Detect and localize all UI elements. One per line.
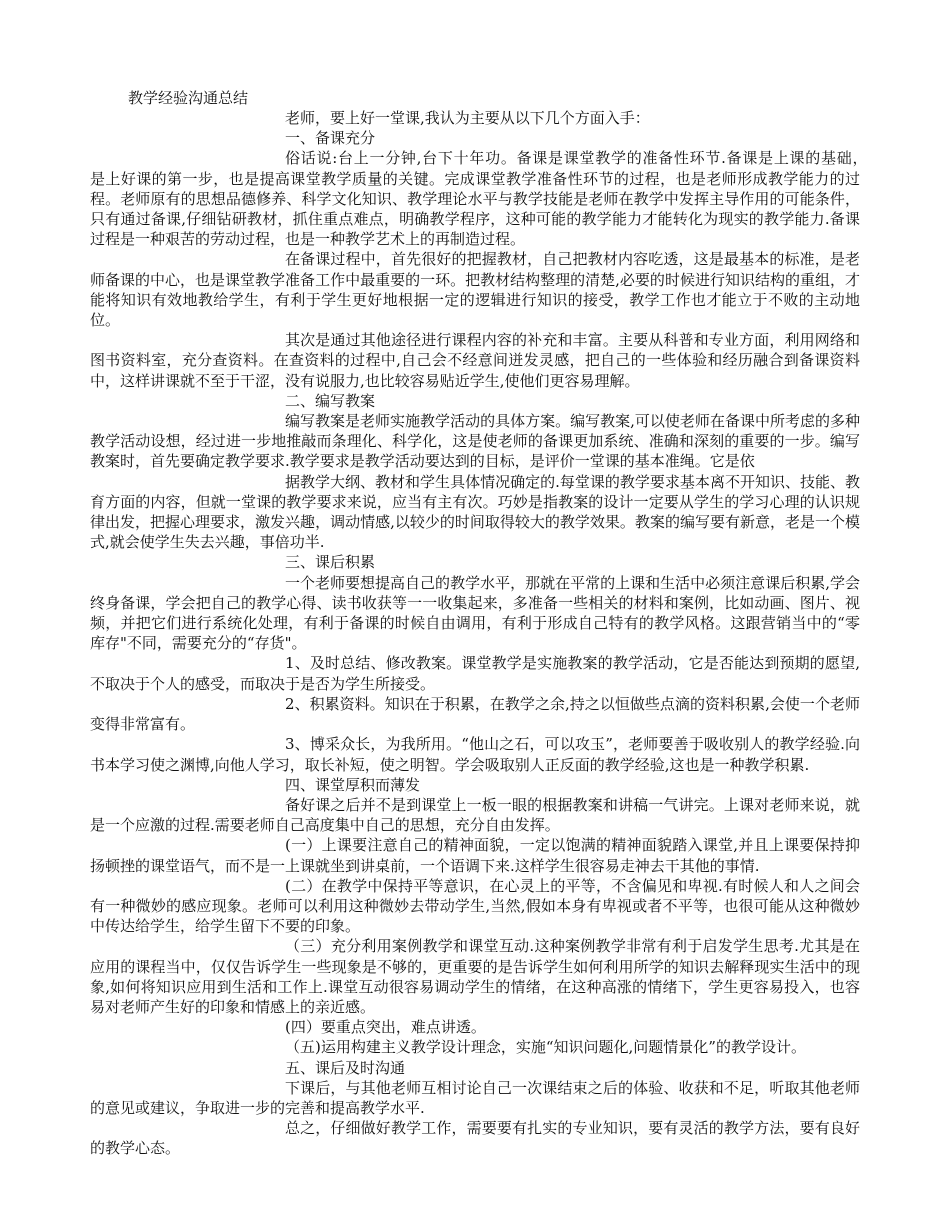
- document-title: 教学经验沟通总结: [128, 89, 249, 107]
- paragraph: 在备课过程中，首先很好的把握教材，自己把教材内容吃透，这是最基本的标准，是老师备课的中心，也是课堂教学准备工作中最重要的一环。把教材结构整理的清楚,必要的时候进行知识结构的重组，才能将知识有效地教给学生，有利于学生更好地根据一定的逻辑进行知识的接受，教学工作也才能立于不败的主动地位。: [90, 250, 860, 330]
- paragraph-conclusion: 总之，仔细做好教学工作，需要要有扎实的专业知识，要有灵活的教学方法，要有良好的教学心态。: [90, 1119, 860, 1158]
- list-item: 2、积累资料。知识在于积累，在教学之余,持之以恒做些点滴的资料积累,会使一个老师变得非常富有。: [90, 694, 860, 734]
- paragraph: 俗话说:台上一分钟,台下十年功。备课是课堂教学的准备性环节.备课是上课的基础， 是上好课的第一步，也是提高课堂教学质量的关键。完成课堂教学准备性环节的过程，也是老师形成教学能力的过程。老师原有的思想品德修养、科学文化知识、教学理论水平与教学技能是老师在教学中发挥主导作用的可能条件，只有通过备课,仔细钻研教材，抓住重点难点，明确教学程序，这种可能的教学能力才能转化为现实的教学能力.备课过程是一种艰苦的劳动过程，也是一种教学艺术上的再制造过程。: [90, 149, 876, 249]
- list-item: 1、及时总结、修改教案。课堂教学是实施教案的教学活动，它是否能达到预期的愿望,不取决于个人的感受，而取决于是否为学生所接受。: [90, 654, 860, 693]
- list-item: (一）上课要注意自己的精神面貌，一定以饱满的精神面貌踏入课堂,并且上课要保持抑扬顿挫的课堂语气，而不是一上课就坐到讲桌前，一个语调下来.这样学生很容易走神去干其他的事情.: [90, 836, 860, 875]
- list-item: （三）充分利用案例教学和课堂互动.这种案例教学非常有利于启发学生思考.尤其是在应用的课程当中，仅仅告诉学生一些现象是不够的，更重要的是告诉学生如何利用所学的知识去解释现实生活中的现象,如何将知识应用到生活和工作上.课堂互动很容易调动学生的情绪，在这种高涨的情绪下，学生更容易投入，也容易对老师产生好的印象和情感上的亲近感。: [90, 937, 860, 1016]
- paragraph: 据教学大纲、教材和学生具体情况确定的.每堂课的教学要求基本离不开知识、技能、教育方面的内容，但就一堂课的教学要求来说，应当有主有次。巧妙是指教案的设计一定要从学生的学习心理的认识规律出发，把握心理要求，激发兴趣，调动情感,以较少的时间取得较大的教学效果。教案的编写要有新意，老是一个模式,就会使学生失去兴趣，事倍功半.: [90, 472, 860, 552]
- paragraph-intro: 老师，要上好一堂课,我认为主要从以下几个方面入手：: [285, 109, 650, 127]
- list-item: （五)运用构建主义教学设计理念，实施“知识问题化,问题情景化”的教学设计。: [285, 1038, 806, 1057]
- paragraph: 编写教案是老师实施教学活动的具体方案。编写教案,可以使老师在备课中所考虑的多种教学活动设想，经过进一步地推敲而条理化、科学化，这是使老师的备课更加系统、准确和深刻的重要的一步。编写教案时，首先要确定教学要求.教学要求是教学活动要达到的目标，是评价一堂课的基本准绳。它是依: [90, 412, 860, 471]
- section-heading-1: 一、备课充分: [285, 129, 376, 148]
- paragraph: 备好课之后并不是到课堂上一板一眼的根据教案和讲稿一气讲完。上课对老师来说，就是一个应激的过程.需要老师自己高度集中自己的思想，充分自由发挥。: [90, 795, 860, 835]
- section-heading-5: 五、课后及时沟通: [285, 1058, 406, 1077]
- paragraph: 一个老师要想提高自己的教学水平，那就在平常的上课和生活中必须注意课后积累,学会终身备课，学会把自己的教学心得、读书收获等一一收集起来，多准备一些相关的材料和案例，比如动画、图片、视频，并把它们进行系统化处理，有利于备课的时候自由调用，有利于形成自己特有的教学风格。这跟营销当中的“零库存"不同，需要充分的“存货"。: [90, 573, 860, 653]
- list-item: 3、博采众长，为我所用。“他山之石，可以攻玉”，老师要善于吸收别人的教学经验.向书本学习使之渊博,向他人学习，取长补短，使之明智。学会吸取别人正反面的教学经验,这也是一种教学积累.: [90, 735, 860, 774]
- section-heading-3: 三、课后积累: [285, 553, 376, 572]
- paragraph: 下课后，与其他老师互相讨论自己一次课结束之后的体验、收获和不足，听取其他老师的意见或建议，争取进一步的完善和提高教学水平.: [90, 1078, 860, 1117]
- list-item: (四）要重点突出，难点讲透。: [285, 1018, 486, 1037]
- list-item: (二）在教学中保持平等意识，在心灵上的平等，不含偏见和卑视.有时候人和人之间会有一种微妙的感应现象。老师可以利用这种微妙去带动学生,当然,假如本身有卑视或者不平等，也很可能从这种微妙中传达给学生，给学生留下不要的印象。: [90, 876, 860, 936]
- section-heading-2: 二、编写教案: [285, 391, 376, 410]
- paragraph: 其次是通过其他途径进行课程内容的补充和丰富。主要从科普和专业方面，利用网络和图书资料室，充分查资料。在查资料的过程中,自己会不经意间迸发灵感，把自己的一些体验和经历融合到备课资料中，这样讲课就不至于干涩，没有说服力,也比较容易贴近学生,使他们更容易理解。: [90, 331, 860, 390]
- section-heading-4: 四、课堂厚积而薄发: [285, 775, 421, 794]
